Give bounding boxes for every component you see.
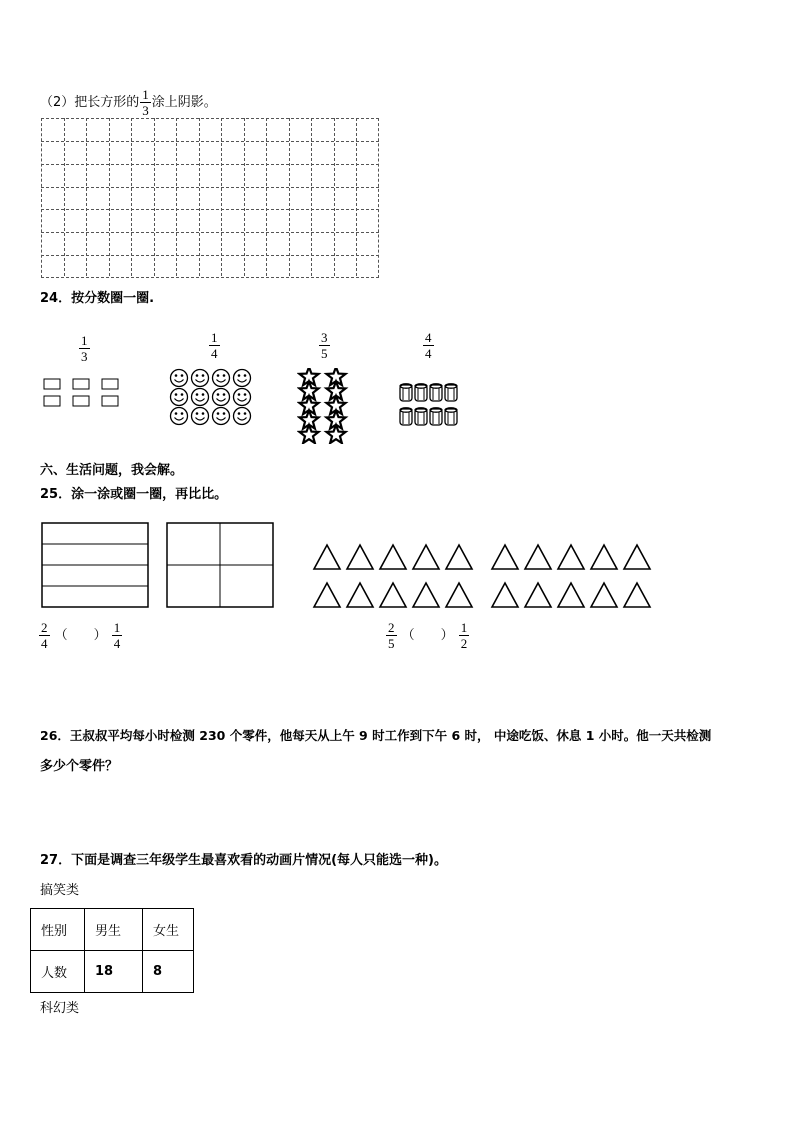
triangle-icon bbox=[314, 545, 340, 569]
smiley-faces-group[interactable] bbox=[168, 368, 254, 428]
triangle-icon bbox=[624, 545, 650, 569]
triangle-icon bbox=[591, 545, 617, 569]
triangle-icon bbox=[525, 583, 551, 607]
q25-title: 25．涂一涂或圈一圈，再比比。 bbox=[40, 487, 228, 502]
smiley-face-icon bbox=[213, 389, 230, 406]
cylinders-group[interactable] bbox=[396, 380, 462, 436]
cylinder-icon bbox=[430, 384, 442, 401]
stars-group[interactable] bbox=[297, 368, 353, 444]
triangles-group[interactable] bbox=[312, 543, 657, 613]
fraction: $\frac{1}{3}$ bbox=[142, 87, 149, 118]
grid-lines bbox=[41, 118, 379, 278]
cylinder-icon bbox=[415, 384, 427, 401]
table-cell: 8 bbox=[143, 951, 194, 993]
table-row bbox=[31, 951, 194, 993]
cylinder-icon bbox=[415, 408, 427, 425]
smiley-face-icon bbox=[213, 408, 230, 425]
q27-title: 27．下面是调查三年级学生最喜欢看的动画片情况(每人只能选一种)。 bbox=[40, 853, 447, 868]
compare-2: $\frac{2}{5}$ （ ） $\frac{1}{2}$ bbox=[388, 620, 468, 651]
rectangle-icon bbox=[73, 396, 89, 406]
compare-2-blank[interactable]: （ ） bbox=[401, 628, 454, 643]
triangle-icon bbox=[492, 545, 518, 569]
rectangle-icon bbox=[44, 379, 60, 389]
q24-fraction-4: $\frac{4}{4}$ bbox=[425, 330, 432, 361]
rectangle-icon bbox=[102, 379, 118, 389]
q24-title: 24．按分数圈一圈. bbox=[40, 291, 155, 306]
smiley-face-icon bbox=[213, 370, 230, 387]
section-6-title: 六、生活问题，我会解。 bbox=[40, 463, 184, 478]
rectangle-icon bbox=[73, 379, 89, 389]
triangle-icon bbox=[446, 583, 472, 607]
triangle-icon bbox=[591, 583, 617, 607]
smiley-face-icon bbox=[192, 408, 209, 425]
smiley-face-icon bbox=[234, 370, 251, 387]
smiley-face-icon bbox=[234, 389, 251, 406]
q26-line2: 多少个零件？ bbox=[40, 759, 119, 774]
rectangles-group[interactable] bbox=[42, 377, 122, 409]
cylinder-icon bbox=[445, 408, 457, 425]
triangle-icon bbox=[413, 583, 439, 607]
q24-fraction-1: $\frac{1}{3}$ bbox=[81, 333, 88, 364]
category-scifi: 科幻类 bbox=[40, 1001, 80, 1016]
cylinder-icon bbox=[430, 408, 442, 425]
smiley-face-icon bbox=[171, 408, 188, 425]
q26-line1: 26．王叔叔平均每小时检测 230 个零件，他每天从上午 9 时工作到下午 6 时， 中途吃饭、休息 1 小时。他一天共检测 bbox=[40, 728, 712, 743]
rectangle-icon bbox=[102, 396, 118, 406]
cylinder-icon bbox=[400, 408, 412, 425]
triangle-icon bbox=[380, 545, 406, 569]
triangle-icon bbox=[314, 583, 340, 607]
compare-1: $\frac{2}{4}$ （ ） $\frac{1}{4}$ bbox=[41, 620, 121, 651]
shading-grid[interactable] bbox=[41, 118, 379, 278]
triangle-icon bbox=[413, 545, 439, 569]
rectangle-four-strips[interactable] bbox=[41, 522, 151, 610]
triangle-icon bbox=[347, 545, 373, 569]
cylinder-icon bbox=[445, 384, 457, 401]
triangle-icon bbox=[558, 545, 584, 569]
table-cell: 18 bbox=[85, 951, 143, 993]
smiley-face-icon bbox=[171, 370, 188, 387]
table-header-cell: 性别 bbox=[31, 909, 85, 951]
triangle-icon bbox=[492, 583, 518, 607]
triangle-icon bbox=[558, 583, 584, 607]
triangle-icon bbox=[380, 583, 406, 607]
triangle-icon bbox=[446, 545, 472, 569]
category-comedy: 搞笑类 bbox=[40, 883, 80, 898]
table-header-cell: 男生 bbox=[85, 909, 143, 951]
rectangle-icon bbox=[44, 396, 60, 406]
survey-table bbox=[30, 908, 194, 993]
q23-part2-text: （2）把长方形的 $\frac{1}{3}$ 涂上阴影。 bbox=[40, 87, 217, 118]
smiley-face-icon bbox=[192, 370, 209, 387]
q24-fraction-2: $\frac{1}{4}$ bbox=[211, 330, 218, 361]
smiley-face-icon bbox=[234, 408, 251, 425]
triangle-icon bbox=[347, 583, 373, 607]
compare-1-blank[interactable]: （ ） bbox=[54, 628, 107, 643]
q24-fraction-3: $\frac{3}{5}$ bbox=[321, 330, 328, 361]
smiley-face-icon bbox=[171, 389, 188, 406]
cylinder-icon bbox=[400, 384, 412, 401]
smiley-face-icon bbox=[192, 389, 209, 406]
table-header-cell: 女生 bbox=[143, 909, 194, 951]
triangle-icon bbox=[525, 545, 551, 569]
table-row bbox=[31, 909, 194, 951]
rectangle-four-quarters[interactable] bbox=[166, 522, 276, 610]
triangle-icon bbox=[624, 583, 650, 607]
table-cell: 人数 bbox=[31, 951, 85, 993]
